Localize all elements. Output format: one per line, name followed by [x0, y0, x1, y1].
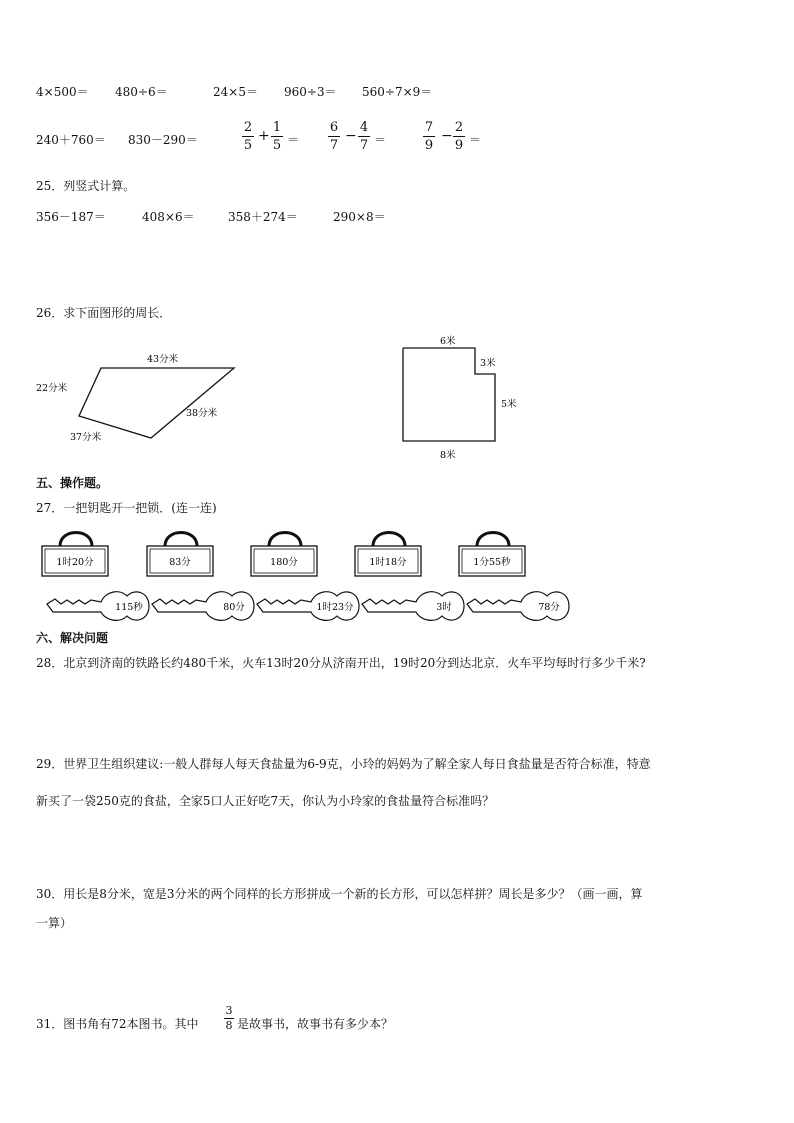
rect-label-top: 6米	[440, 336, 456, 347]
question-29-line-1: 29．世界卫生组织建议:一般人群每人每天食盐量为6-9克，小玲的妈妈为了解全家人每日食盐量是否符合标准，特意	[36, 757, 651, 771]
section-6-heading: 六、解决问题	[36, 631, 109, 645]
lock-shackle	[373, 533, 405, 547]
calc-item: 4×500＝	[36, 85, 89, 99]
equals-sign: ＝	[287, 133, 300, 147]
denominator: 8	[225, 1019, 233, 1032]
lock-label: 83分	[169, 557, 191, 568]
lock-2[interactable]	[147, 533, 213, 577]
numerator: 4	[359, 120, 369, 135]
lock-shackle	[269, 533, 301, 547]
denominator: 7	[329, 138, 339, 153]
calc-item: 480÷6＝	[115, 85, 168, 99]
calc-item: 830－290＝	[128, 133, 198, 147]
quad-label-left: 22分米	[36, 383, 68, 394]
calc-item: 240＋760＝	[36, 133, 106, 147]
lock-label: 1时20分	[56, 557, 94, 568]
section-5-heading: 五、操作题。	[36, 476, 109, 490]
denominator: 7	[359, 138, 369, 153]
quadrilateral-shape	[79, 368, 234, 438]
key-5[interactable]	[467, 592, 569, 621]
key-label: 1时23分	[316, 602, 354, 613]
rect-label-notch: 3米	[480, 358, 496, 369]
lock-1[interactable]	[42, 533, 108, 577]
equals-sign: ＝	[374, 133, 387, 147]
denominator: 9	[424, 138, 434, 153]
equals-sign: ＝	[469, 133, 482, 147]
lock-5[interactable]	[459, 533, 525, 577]
question-30-line-2: 一算）	[36, 916, 73, 930]
numerator: 6	[329, 120, 339, 135]
quad-label-bottom: 37分米	[70, 432, 102, 443]
question-29-line-2: 新买了一袋250克的食盐，全家5口人正好吃7天，你认为小玲家的食盐量符合标准吗？	[36, 794, 495, 808]
numerator: 2	[243, 120, 253, 135]
question-31-text-after: 是故事书，故事书有多少本？	[237, 1017, 394, 1031]
calc-item: 960÷3＝	[284, 85, 337, 99]
question-25-title: 25．列竖式计算。	[36, 179, 136, 193]
lock-shackle	[165, 533, 197, 547]
question-27-title: 27．一把钥匙开一把锁．(连一连)	[36, 501, 217, 515]
operator: +	[258, 128, 270, 144]
lock-label: 1时18分	[369, 557, 407, 568]
fraction	[224, 1004, 234, 1033]
key-label: 80分	[223, 602, 245, 613]
key-4[interactable]	[362, 592, 464, 621]
rect-label-right: 5米	[501, 399, 517, 410]
question-28: 28．北京到济南的铁路长约480千米，火车13时20分从济南开出，19时20分到达北京．火车平均每时行多少千米?	[36, 656, 646, 670]
lock-shackle	[60, 533, 92, 547]
operator: −	[345, 128, 357, 144]
quad-label-top: 43分米	[147, 354, 179, 365]
lock-4[interactable]	[355, 533, 421, 577]
calc-item: 560÷7×9＝	[362, 85, 433, 99]
question-26-title: 26．求下面图形的周长．	[36, 306, 172, 320]
denominator: 5	[243, 138, 253, 153]
lock-label: 180分	[270, 557, 298, 568]
key-label: 3时	[436, 602, 452, 613]
key-2[interactable]	[152, 592, 254, 621]
numerator: 7	[424, 120, 434, 135]
key-3[interactable]	[257, 592, 359, 621]
denominator: 9	[454, 138, 464, 153]
key-label: 78分	[538, 602, 560, 613]
numerator: 1	[272, 120, 282, 135]
denominator: 5	[272, 138, 282, 153]
numerator: 2	[454, 120, 464, 135]
rect-label-bottom: 8米	[440, 450, 456, 461]
lock-label: 1分55秒	[473, 557, 511, 568]
calc-item: 24×5＝	[213, 85, 258, 99]
calc-item: 408×6＝	[142, 210, 195, 224]
lock-shackle	[477, 533, 509, 547]
numerator: 3	[225, 1004, 233, 1017]
quad-label-right: 38分米	[186, 408, 218, 419]
calc-item: 290×8＝	[333, 210, 386, 224]
question-30-line-1: 30．用长是8分米，宽是3分米的两个同样的长方形拼成一个新的长方形，可以怎样拼？周长是多少？（画一画，算	[36, 887, 643, 901]
key-1[interactable]	[47, 592, 149, 621]
lock-3[interactable]	[251, 533, 317, 577]
key-label: 115秒	[115, 602, 143, 613]
question-31-text-before: 31．图书角有72本图书。其中	[36, 1017, 199, 1031]
calc-item: 358＋274＝	[228, 210, 298, 224]
operator: −	[441, 128, 453, 144]
calc-item: 356－187＝	[36, 210, 106, 224]
